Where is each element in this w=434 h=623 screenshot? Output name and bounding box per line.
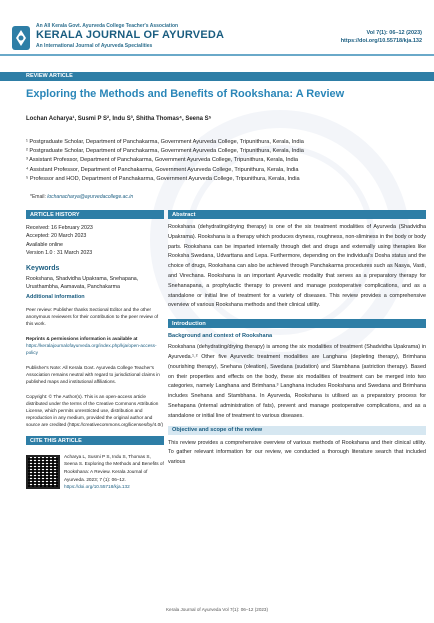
journal-subtitle: An International Journal of Ayurveda Specialities [36,43,153,49]
author-list: Lochan Acharya¹, Susmi P S², Indu S³, Shitha Thomas⁴, Seena S⁵ [26,116,212,122]
peer-review-note: Peer review: Publisher thanks Sectional Editor and the other anonymous reviewers for their contribution to the peer review of this work. [26,306,159,326]
objective-heading: Objective and scope of the review [168,426,426,435]
affiliation-item: ⁴ Assistant Professor, Department of Panchakarma, Government Ayurveda College, Tripunithura, Kerala, India [26,166,299,173]
article-type-label: REVIEW ARTICLE [26,73,73,79]
association-name: An All Kerala Govt. Ayurveda College Teacher's Association [36,23,179,29]
page-footer: Kerala Journal of Ayurveda Vol 7(1): 06–12 (2023) [165,607,269,612]
header-divider [0,54,434,56]
keywords-text: Rookshana, Shadvidha Upakrama, Snehapana, Urusthambha, Aamavata, Panchakarma [26,276,139,291]
additional-info-heading: Additional information [26,293,85,300]
cite-heading: CITE THIS ARTICLE [26,436,164,445]
introduction-heading: Introduction [168,319,426,328]
objective-paragraph: This review provides a comprehensive overview of various methods of Rookshana and their clinical utility. To gather relevant information for our review, we conducted a thorough literature search that included various [168,439,426,466]
introduction-paragraph: Rookshana (dehydrating/drying therapy) is among the six modalities of treatment (Shadvidha Upakrama) in Ayurveda.¹˒² Other five Ayurvedic treatment modalities are Langhana (depleting therapy), Brimhana (nourishing therapy), Snehana (oleation), Swedana (sudation) and Stambhana (astriction therapy). Based on their properties and effects on the body, these six modalities of treatment can be merged into two categories, namely Langhana and Brimhana.³ Langhana includes Rookshana and Swedana and Brimhana includes Snehana and Stambhana. In Ayurveda, Rookshana is utilised as a preparatory process for Snehapana (internal administration of fats), prevent and manage postoperative complications, and as a standalone or initial line of treatment to various diseases. [168,344,426,419]
citation-text [64,453,164,491]
journal-logo-icon [10,24,32,52]
affiliation-item: ¹ Postgraduate Scholar, Department of Panchakarma, Government Ayurveda College, Tripunithura, Kerala, India [26,139,304,145]
abstract-text: Rookshana (dehydrating/drying therapy) is one of the six treatment modalities of Ayurveda (Shadvidha Upakrama). Rookshana is a therapy which produces dryness, roughness, non-sliminess in the body or body parts. Rookshana can be imparted internally through diet and drugs and externally using therapies like Rooksha Swedana, Udvarttana and Lepa. Furthermore, depending on the individual's Dosha status and the choice of drugs, Rookshana can also be achieved through Panchakarma procedures such as Nasya, Vasti, and Virechana. Rookshana is an important Ayurvedic modality that serves as a preparatory therapy for Snehanapana, a prophylactic therapy to prevent and manage postoperative complications, and as a standalone or initial line of treatment for a variety of diseases. This review provides a comprehensive overview of various Rookshana methods and their clinical utility. [168,224,426,309]
affiliation-item: ³ Assistant Professor, Department of Panchakarma, Government Ayurveda College, Tripunithura, Kerala, India [26,157,298,164]
corresponding-email [30,194,133,200]
background-heading: Background and context of Rookshana [168,333,273,340]
available-online: Available online [26,241,64,248]
accepted-date: Accepted: 20 March 2023 [26,233,87,240]
article-history-heading: ARTICLE HISTORY [26,210,164,219]
affiliation-item: ² Postgraduate Scholar, Department of Panchakarma, Government Ayurveda College, Tripunithura, Kerala, India [26,148,304,155]
sidebar-column [26,210,164,519]
keywords-heading: Keywords [26,265,60,273]
affiliation-item: ⁵ Professor and HOD, Department of Panchakarma, Government Ayurveda College, Tripunithura, Kerala, India [26,175,300,182]
journal-title: KERALA JOURNAL OF AYURVEDA [36,29,225,41]
abstract-heading: Abstract [168,210,426,219]
doi-link[interactable]: https://doi.org/10.55718/kja.132 [340,38,422,44]
received-date: Received: 16 February 2023 [26,225,93,231]
email-link[interactable]: lochanacharya@ayurvedacollege.ac.in [47,194,134,200]
citation-block [26,453,164,519]
article-type-bar [0,72,434,81]
publisher-note: Publisher's Note: All Kerala Govt. Ayurveda College Teacher's Association remains neutral with regard to jurisdictional claims in published maps and institutional affiliations. [26,364,160,384]
copyright-note: Copyright: © The Author(s). This is an open-access article distributed under the terms of the Creative Commons Attribution License, which permits unrestricted use, distribution and reproduction in any medium, provided the original author and source are credited (https://creativecommons.org/licenses/by/4.0/) [26,393,164,427]
article-history [26,224,164,257]
qr-code-icon[interactable] [26,455,60,489]
reprints-note [26,335,164,356]
email-label: *Email: [30,194,46,200]
affiliation-list [26,138,426,184]
version-info: Version 1.0 : 31 March 2023 [26,249,93,256]
citation-body: Acharya L, Susmi P S, Indu S, Thomas S, Seena S. Exploring the Methods and Benefits of Rookshana: A Review. Kerala Journal of Ayurveda. 2023; 7 (1): 06–12. [64,453,164,482]
reprints-label: Reprints & permissions information is available at [26,335,138,341]
article-title: Exploring the Methods and Benefits of Rookshana: A Review [26,88,345,100]
volume-info: Vol 7(1): 06–12 (2023) [366,30,422,36]
citation-doi-link[interactable]: https://doi.org/10.55718/kja.132 [64,484,130,490]
reprints-link[interactable]: https://keralajournalofayurveda.org/index.php/kja/open-access-policy [26,342,157,355]
main-column [168,210,426,468]
